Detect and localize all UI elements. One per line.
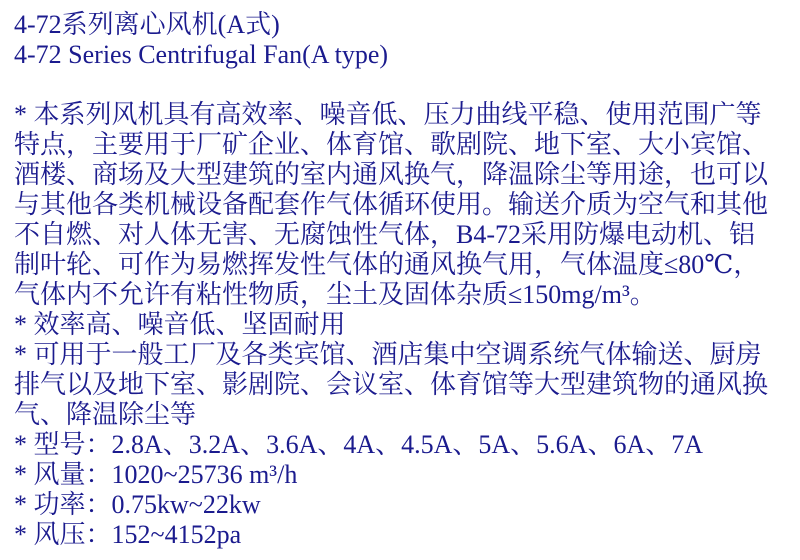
spec-row — [14, 430, 794, 460]
spec-label: * 风压： — [14, 520, 112, 549]
text-line: 不自燃、对人体无害、无腐蚀性气体，B4-72采用防爆电动机、铝 — [14, 220, 756, 249]
spec-label: * 风量： — [14, 460, 112, 489]
usage-paragraph — [14, 340, 794, 430]
spec-label: * 功率： — [14, 490, 112, 519]
spec-row — [14, 460, 794, 490]
text-line: 排气以及地下室、影剧院、会议室、体育馆等大型建筑物的通风换 — [14, 370, 769, 399]
text-line: * 可用于一般工厂及各类宾馆、酒店集中空调系统气体输送、厨房 — [14, 340, 762, 369]
text-line: 酒楼、商场及大型建筑的室内通风换气，降温除尘等用途，也可以 — [14, 160, 769, 189]
text-line: 特点，主要用于厂矿企业、体育馆、歌剧院、地下室、大小宾馆、 — [14, 130, 769, 159]
blank-line — [14, 70, 794, 100]
text-line: 制叶轮、可作为易燃挥发性气体的通风换气用，气体温度≤80℃， — [14, 250, 760, 279]
spec-value: 152~4152pa — [111, 520, 242, 549]
spec-value: 2.8A、3.2A、3.6A、4A、4.5A、5A、5.6A、6A、7A — [111, 430, 704, 459]
text-line: * 效率高、噪音低、坚固耐用 — [14, 310, 346, 339]
text-line: 气体内不允许有粘性物质，尘土及固体杂质≤150mg/m³。 — [14, 280, 656, 309]
description-paragraph — [14, 100, 794, 310]
spec-value: 1020~25736 m³/h — [111, 460, 298, 489]
spec-row — [14, 520, 794, 550]
spec-row — [14, 490, 794, 520]
page-title-english: 4-72 Series Centrifugal Fan(A type) — [14, 40, 389, 69]
page-title-chinese: 4-72系列离心风机(A式) — [14, 10, 280, 39]
text-line: 气、降温除尘等 — [14, 400, 197, 429]
spec-value: 0.75kw~22kw — [111, 490, 261, 519]
features-paragraph — [14, 310, 794, 340]
text-line: 与其他各类机械设备配套作气体循环使用。输送介质为空气和其他 — [14, 190, 769, 219]
spec-label: * 型号： — [14, 430, 112, 459]
spec-list — [14, 430, 794, 550]
text-line: * 本系列风机具有高效率、噪音低、压力曲线平稳、使用范围广等 — [14, 100, 762, 129]
